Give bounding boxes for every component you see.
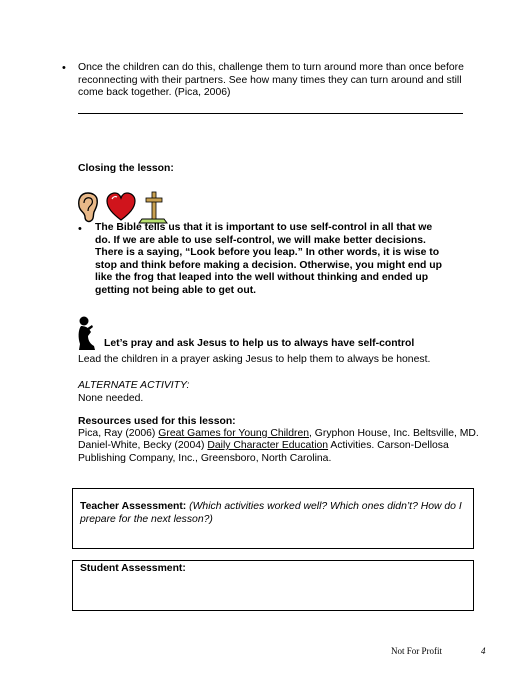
student-assessment-box[interactable]	[72, 560, 474, 611]
citation-suffix: Activities. Carson-Dellosa Publishing Company, Inc., Greensboro, North Carolina.	[78, 440, 449, 464]
closing-heading: Closing the lesson:	[78, 163, 174, 174]
citation-prefix: Pica, Ray (2006)	[78, 428, 159, 439]
student-assessment-label: Student Assessment:	[80, 563, 186, 574]
prayer-title: Let’s pray and ask Jesus to help us to always have self-control	[104, 338, 415, 349]
ear-icon	[79, 193, 98, 221]
closing-paragraph: The Bible tells us that it is important to use self-control in all that we do. If we are able to use self-control, we will make better decisions. There is a saying, “Look before you leap.” In other words, it is wise to stop and think before making a decision. Otherwise, you might end up like the frog that leaped into the well without thinking and ended up getting not being able to get out.	[95, 222, 442, 296]
footer-text: Not For Profit	[391, 646, 443, 656]
alternate-activity-text: None needed.	[78, 393, 144, 404]
teacher-assessment-prompt: (Which activities worked well? Which ones didn’t? How do I prepare for the next lesson?)	[80, 501, 462, 525]
book-title-link: Great Games for Young Children	[158, 428, 310, 439]
book-title-link: Daily Character Education	[207, 440, 329, 451]
teacher-assessment-text	[80, 501, 465, 526]
prayer-lead: Lead the children in a prayer asking Jesus to help them to always be honest.	[78, 354, 431, 365]
cross-bible-icon	[139, 192, 167, 223]
heart-icon	[107, 193, 135, 220]
teacher-assessment-label: Teacher Assessment:	[80, 501, 187, 512]
resource-citation-2	[78, 440, 498, 465]
citation-prefix: Daniel-White, Becky (2004)	[78, 440, 208, 451]
resource-citation-1	[78, 428, 479, 441]
challenge-paragraph: Once the children can do this, challenge them to turn around more than once before reconnecting with their partners. See how many times they can turn around and still come back together. (Pica, 2006)	[78, 62, 464, 99]
bullet-marker: •	[62, 62, 66, 74]
citation-suffix: , Gryphon House, Inc. Beltsville, MD.	[309, 428, 479, 439]
praying-child-icon	[77, 316, 97, 352]
resources-heading: Resources used for this lesson:	[78, 416, 236, 427]
closing-icons	[76, 190, 171, 224]
alternate-activity-label: ALTERNATE ACTIVITY:	[78, 380, 190, 391]
bullet-marker: •	[78, 223, 82, 235]
page-number: 4	[481, 646, 486, 656]
teacher-assessment-box[interactable]	[72, 488, 474, 549]
divider-line	[78, 113, 463, 114]
